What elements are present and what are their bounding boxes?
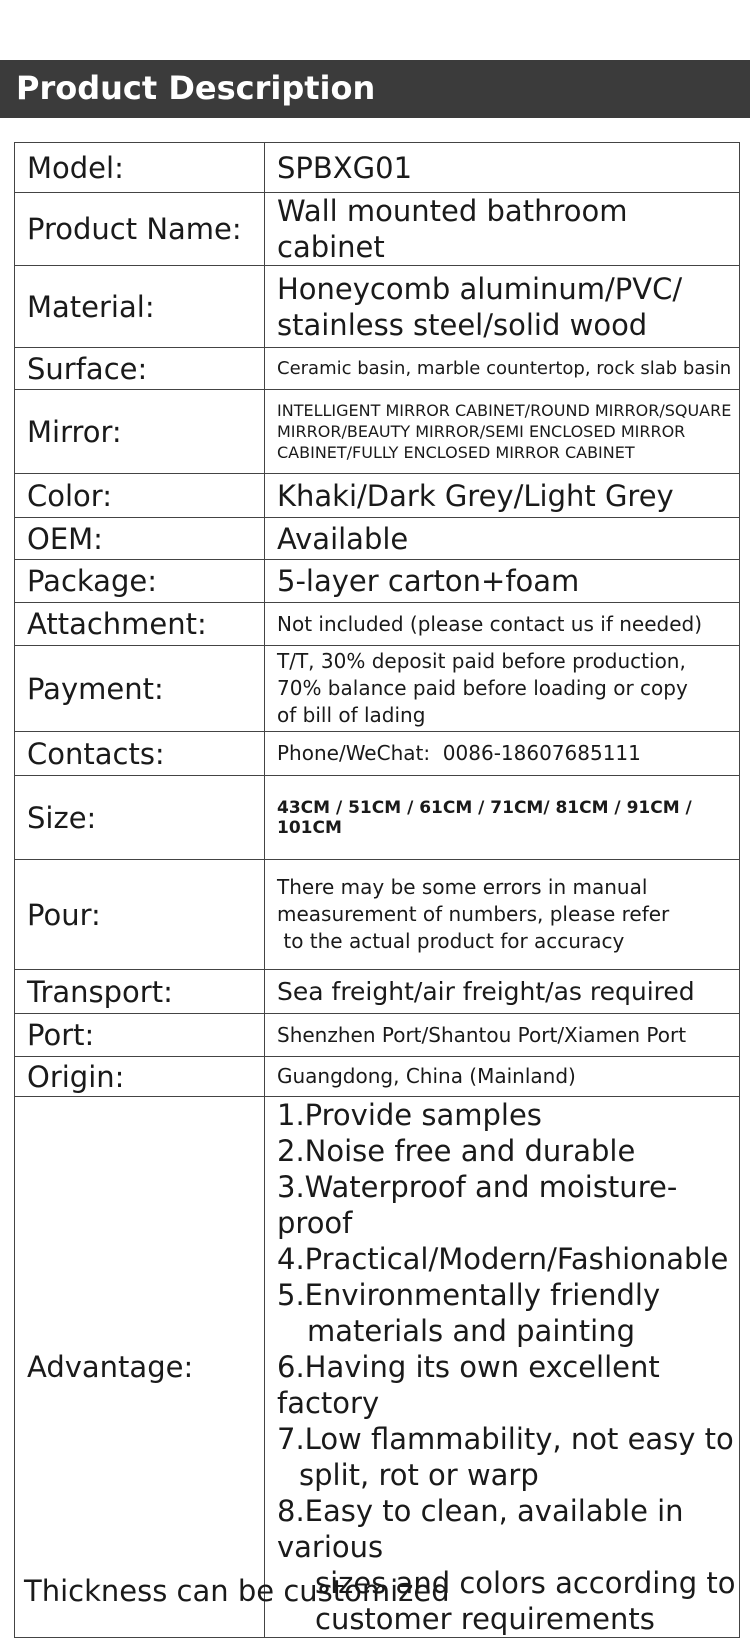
row-value-oem: Available — [265, 518, 740, 560]
table-row — [15, 1097, 740, 1638]
row-label-advantage: Advantage: — [15, 1097, 265, 1638]
row-value-contacts: Phone/WeChat: 0086-18607685111 — [265, 732, 740, 776]
row-label-material: Material: — [15, 266, 265, 348]
row-value-mirror: INTELLIGENT MIRROR CABINET/ROUND MIRROR/SQUARE MIRROR/BEAUTY MIRROR/SEMI ENCLOSED MIRROR CABINET/FULLY ENCLOSED MIRROR CABINET — [265, 390, 740, 474]
advantage-item: split, rot or warp — [299, 1458, 539, 1492]
header-banner — [0, 60, 750, 118]
page-title: Product Description — [16, 69, 376, 107]
advantage-item: 5.Environmentally friendly — [277, 1278, 661, 1312]
table-row — [15, 348, 740, 390]
row-value-attachment: Not included (please contact us if needed) — [265, 603, 740, 646]
table-row — [15, 266, 740, 348]
advantage-item: sizes and colors according to — [315, 1566, 736, 1600]
advantage-item: 1.Provide samples — [277, 1098, 542, 1132]
row-label-mirror: Mirror: — [15, 390, 265, 474]
row-value-model: SPBXG01 — [265, 143, 740, 193]
row-value-port: Shenzhen Port/Shantou Port/Xiamen Port — [265, 1014, 740, 1057]
table-row — [15, 776, 740, 860]
row-label-surface: Surface: — [15, 348, 265, 390]
advantage-item: 4.Practical/Modern/Fashionable — [277, 1242, 729, 1276]
table-row — [15, 970, 740, 1014]
row-label-product-name: Product Name: — [15, 193, 265, 266]
row-value-advantage — [265, 1097, 740, 1638]
table-row — [15, 603, 740, 646]
table-row — [15, 474, 740, 518]
table-row — [15, 646, 740, 732]
row-label-contacts: Contacts: — [15, 732, 265, 776]
footer-note: Thickness can be customized — [24, 1574, 450, 1608]
table-row — [15, 860, 740, 970]
spec-table — [14, 142, 740, 1638]
table-row — [15, 1014, 740, 1057]
row-label-pour: Pour: — [15, 860, 265, 970]
row-label-payment: Payment: — [15, 646, 265, 732]
table-row — [15, 143, 740, 193]
row-value-size: 43CM / 51CM / 61CM / 71CM/ 81CM / 91CM / 101CM — [265, 776, 740, 860]
row-value-payment: T/T, 30% deposit paid before production, 70% balance paid before loading or copy of bill of lading — [265, 646, 740, 732]
row-label-origin: Origin: — [15, 1057, 265, 1097]
advantage-item: 2.Noise free and durable — [277, 1134, 636, 1168]
row-value-package: 5-layer carton+foam — [265, 560, 740, 603]
table-row — [15, 193, 740, 266]
table-row — [15, 560, 740, 603]
advantage-item: 7.Low flammability, not easy to — [277, 1422, 734, 1456]
row-label-attachment: Attachment: — [15, 603, 265, 646]
advantage-item: 8.Easy to clean, available in various — [277, 1494, 684, 1564]
table-row — [15, 518, 740, 560]
row-value-product-name: Wall mounted bathroom cabinet — [265, 193, 740, 266]
advantage-item: customer requirements — [315, 1602, 655, 1636]
row-label-transport: Transport: — [15, 970, 265, 1014]
row-value-transport: Sea freight/air freight/as required — [265, 970, 740, 1014]
table-row — [15, 1057, 740, 1097]
row-label-port: Port: — [15, 1014, 265, 1057]
table-row — [15, 390, 740, 474]
row-label-size: Size: — [15, 776, 265, 860]
row-label-model: Model: — [15, 143, 265, 193]
advantage-item: materials and painting — [307, 1314, 635, 1348]
row-value-surface: Ceramic basin, marble countertop, rock slab basin — [265, 348, 740, 390]
advantage-item: 6.Having its own excellent factory — [277, 1350, 660, 1420]
row-value-pour: There may be some errors in manual measurement of numbers, please refer to the actual product for accuracy — [265, 860, 740, 970]
row-value-color: Khaki/Dark Grey/Light Grey — [265, 474, 740, 518]
row-label-oem: OEM: — [15, 518, 265, 560]
row-label-color: Color: — [15, 474, 265, 518]
row-value-origin: Guangdong, China (Mainland) — [265, 1057, 740, 1097]
row-value-material: Honeycomb aluminum/PVC/ stainless steel/solid wood — [265, 266, 740, 348]
advantage-item: 3.Waterproof and moisture-proof — [277, 1170, 678, 1240]
table-row — [15, 732, 740, 776]
row-label-package: Package: — [15, 560, 265, 603]
